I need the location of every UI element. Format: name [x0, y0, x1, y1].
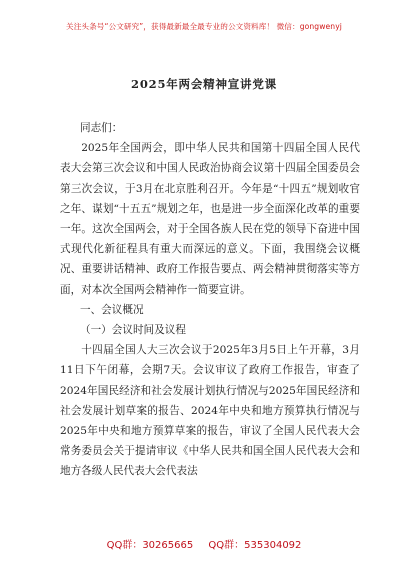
- footer-qq-group-1: QQ群：30265665: [106, 540, 194, 551]
- document-body: [60, 118, 360, 482]
- footer: [0, 536, 408, 551]
- header-note: 关注头条号“公文研究”，获得最新最全最专业的公文资料库！ 微信：gongwenyj: [66, 22, 342, 31]
- footer-qq-group-2: QQ群：535304092: [208, 540, 302, 551]
- body-paragraph: 十四届全国人大三次会议于2025年3月5日上午开幕，3月11日下午闭幕，会期7天。会议审议了政府工作报告，审查了2024年国民经济和社会发展计划执行情况与2025年国民经济和社会发展计划草案的报告、2024年中央和地方预算执行情况与2025年中央和地方预算草案的报告，审议了全国人民代表大会常务委员会关于提请审议《中华人民共和国全国人民代表大会和地方各级人民代表大会代表法: [60, 344, 360, 478]
- section-heading: 一、会议概况: [80, 303, 144, 316]
- document-title: 2025年两会精神宣讲党课: [131, 77, 277, 91]
- salutation: 同志们：: [80, 122, 123, 134]
- intro-paragraph: 2025年全国两会，即中华人民共和国第十四届全国人民代表大会第三次会议和中国人民政治协商会议第十四届全国委员会第三次会议，于3月在北京胜利召开。今年是“十四五”规划收官之年、谋划“十五五”规划之年，也是进一步全面深化改革的重要一年。这次全国两会，对于全国各族人民在党的领导下奋进中国式现代化新征程具有重大而深远的意义。下面，我围绕会议概况、重要讲话精神、政府工作报告要点、两会精神贯彻落实等方面，对本次全国两会精神作一简要宣讲。: [60, 142, 360, 296]
- subsection-heading: （一）会议时间及议程: [80, 324, 186, 337]
